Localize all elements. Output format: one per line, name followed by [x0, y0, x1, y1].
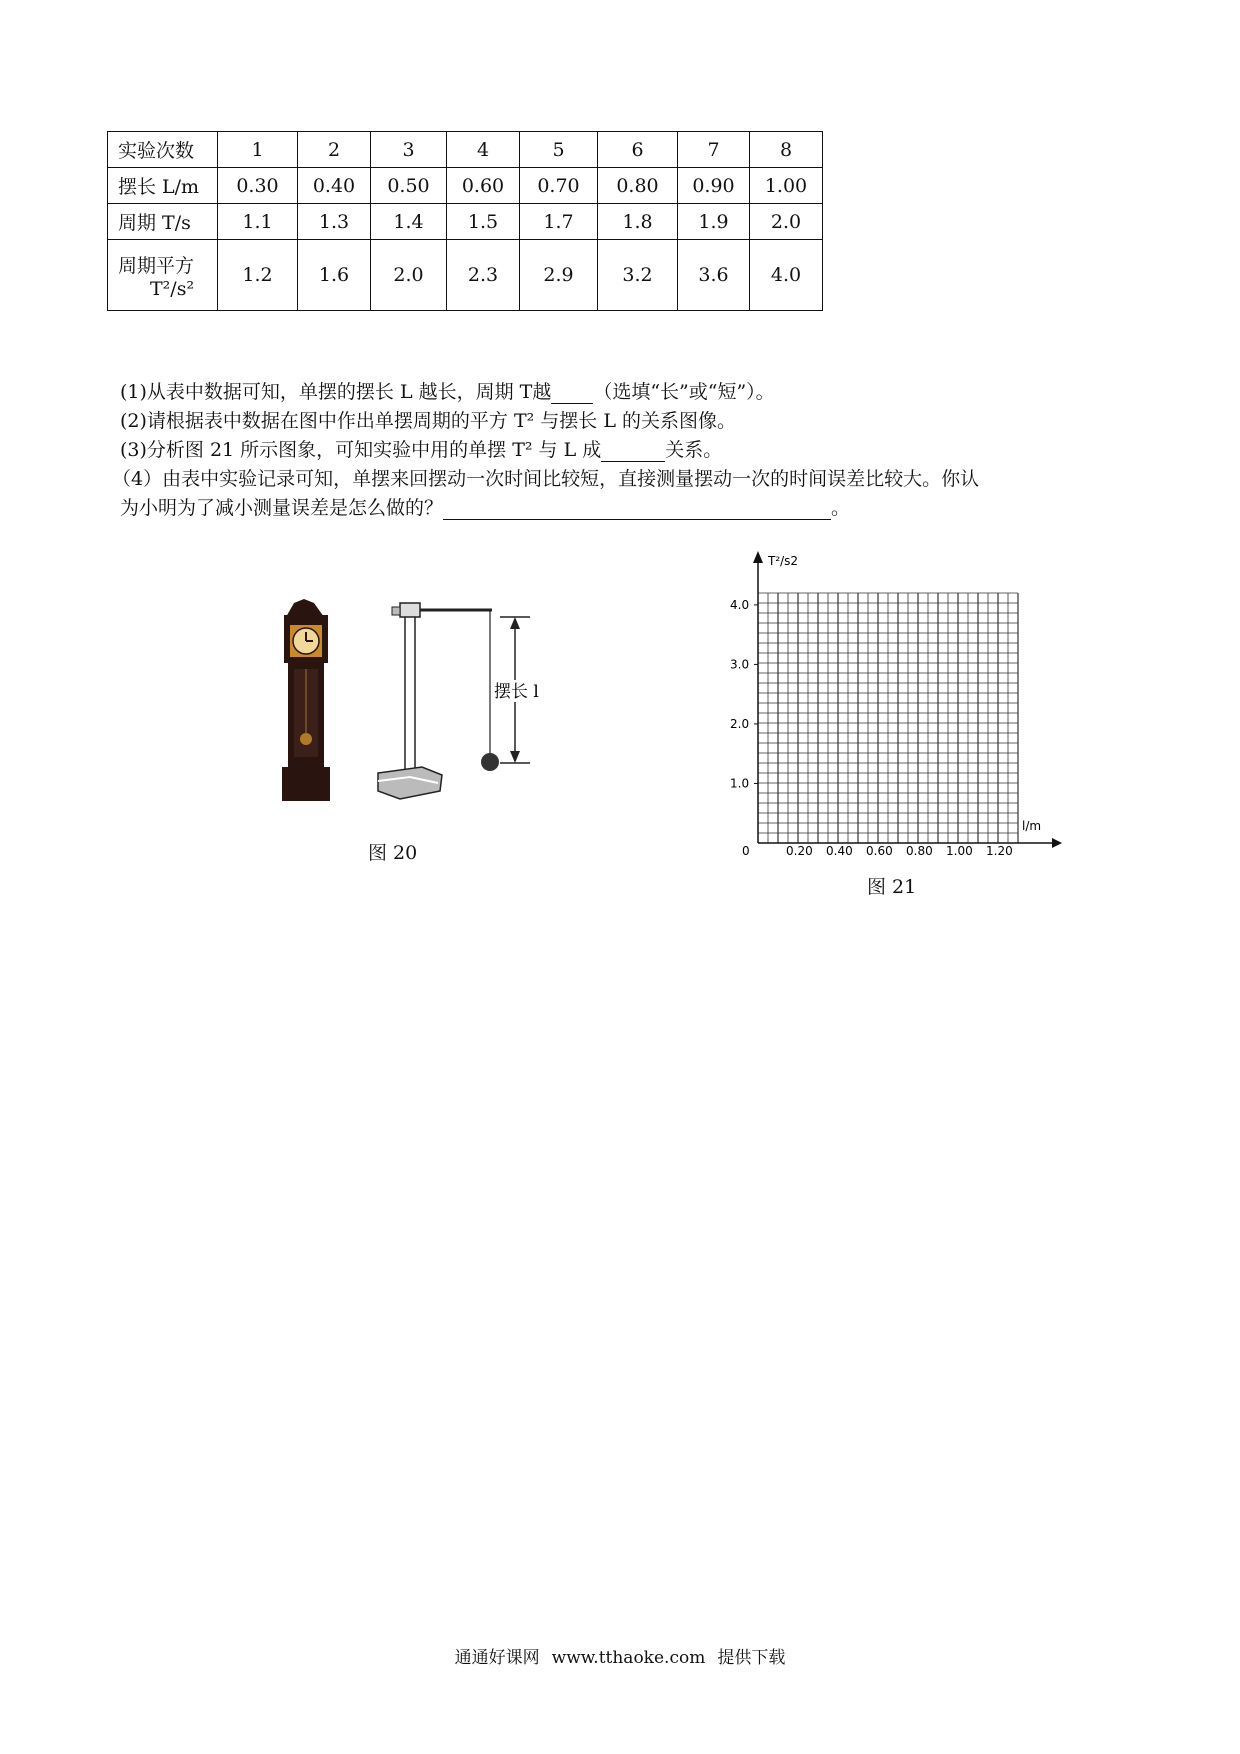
table-cell: 1.4 — [371, 204, 447, 240]
grandfather-clock-icon — [282, 599, 330, 801]
table-row — [108, 168, 823, 204]
figure-20 — [270, 595, 550, 835]
table-cell: 1.6 — [298, 240, 371, 311]
table-cell: 5 — [520, 132, 598, 168]
question-4-line1: （4）由表中实验记录可知，单摆来回摆动一次时间比较短，直接测量摆动一次的时间误差比较大。你认 — [112, 468, 980, 490]
x-tick-labels — [786, 844, 1013, 858]
y-axis-label: T²/s2 — [768, 554, 799, 568]
table-cell: 0.90 — [678, 168, 750, 204]
y-axis-arrow-icon — [753, 551, 763, 563]
graph-paper-grid — [758, 593, 1018, 843]
table-cell: 1 — [218, 132, 298, 168]
table-cell: 2 — [298, 132, 371, 168]
origin-label: 0 — [742, 844, 750, 858]
answer-blank-3[interactable] — [601, 441, 665, 462]
question-4-line2: 为小明为了减小测量误差是怎么做的？ 。 — [120, 497, 851, 519]
table-cell: 0.80 — [598, 168, 678, 204]
table-cell: 0.50 — [371, 168, 447, 204]
x-axis-arrow-icon — [1052, 838, 1062, 848]
question-2: (2)请根据表中数据在图中作出单摆周期的平方 T² 与摆长 L 的关系图像。 — [120, 410, 736, 432]
table-cell: 3 — [371, 132, 447, 168]
table-row — [108, 204, 823, 240]
table-cell: 1.1 — [218, 204, 298, 240]
table-cell: 2.0 — [371, 240, 447, 311]
experiment-data-table — [107, 131, 823, 311]
x-axis-label: l/m — [1022, 819, 1042, 833]
figure-20-caption-text: 图 20 — [368, 842, 418, 864]
answer-blank-1[interactable] — [551, 383, 593, 404]
table-cell: 0.40 — [298, 168, 371, 204]
y-tick-label: 2.0 — [730, 716, 750, 731]
table-cell: 2.0 — [750, 204, 823, 240]
row-header: 摆长 L/m — [108, 168, 218, 204]
table-cell: 3.6 — [678, 240, 750, 311]
x-tick-label: 0.60 — [866, 844, 893, 858]
y-tick-label: 1.0 — [730, 776, 750, 791]
y-tick-labels — [730, 598, 758, 791]
table-cell: 0.60 — [447, 168, 520, 204]
table-cell: 7 — [678, 132, 750, 168]
table-cell: 4 — [447, 132, 520, 168]
table-cell: 1.2 — [218, 240, 298, 311]
page-footer — [0, 1643, 1240, 1668]
pendulum-stand-icon — [378, 603, 492, 799]
row-header — [108, 240, 218, 311]
x-tick-label: 0.20 — [786, 844, 813, 858]
x-tick-label: 0.80 — [906, 844, 933, 858]
question-3: (3)分析图 21 所示图象，可知实验中用的单摆 T² 与 L 成 关系。 — [120, 439, 723, 461]
y-tick-label: 4.0 — [730, 597, 750, 612]
table-cell: 0.30 — [218, 168, 298, 204]
table-cell: 3.2 — [598, 240, 678, 311]
row-header: 周期 T/s — [108, 204, 218, 240]
footer-site-name: 通通好课网 — [454, 1648, 540, 1668]
x-tick-label: 1.00 — [946, 844, 973, 858]
figure-21-caption: 图 21 — [867, 876, 917, 898]
table-cell: 2.3 — [447, 240, 520, 311]
table-cell: 1.8 — [598, 204, 678, 240]
y-tick-label: 3.0 — [730, 657, 750, 672]
table-row — [108, 132, 823, 168]
x-tick-label: 1.20 — [986, 844, 1013, 858]
table-row — [108, 240, 823, 311]
answer-blank-4[interactable] — [443, 499, 831, 520]
x-tick-label: 0.40 — [826, 844, 853, 858]
row-header: 实验次数 — [108, 132, 218, 168]
figure-21-grid — [720, 545, 1070, 865]
table-cell: 0.70 — [520, 168, 598, 204]
question-1: (1)从表中数据可知，单摆的摆长 L 越长，周期 T越 （选填“长”或“短”）。 — [120, 381, 775, 403]
row-header-line1: 周期平方 — [118, 254, 195, 277]
table-cell: 6 — [598, 132, 678, 168]
table-cell: 1.00 — [750, 168, 823, 204]
table-cell: 1.3 — [298, 204, 371, 240]
table-cell: 8 — [750, 132, 823, 168]
table-cell: 4.0 — [750, 240, 823, 311]
length-label: 摆长 l — [494, 682, 539, 702]
footer-suffix: 提供下载 — [717, 1648, 786, 1668]
table-cell: 2.9 — [520, 240, 598, 311]
footer-url[interactable]: www.tthaoke.com — [551, 1648, 706, 1668]
table-cell: 1.9 — [678, 204, 750, 240]
table-cell: 1.7 — [520, 204, 598, 240]
table-cell: 1.5 — [447, 204, 520, 240]
row-header-line2: T²/s² — [150, 277, 195, 300]
